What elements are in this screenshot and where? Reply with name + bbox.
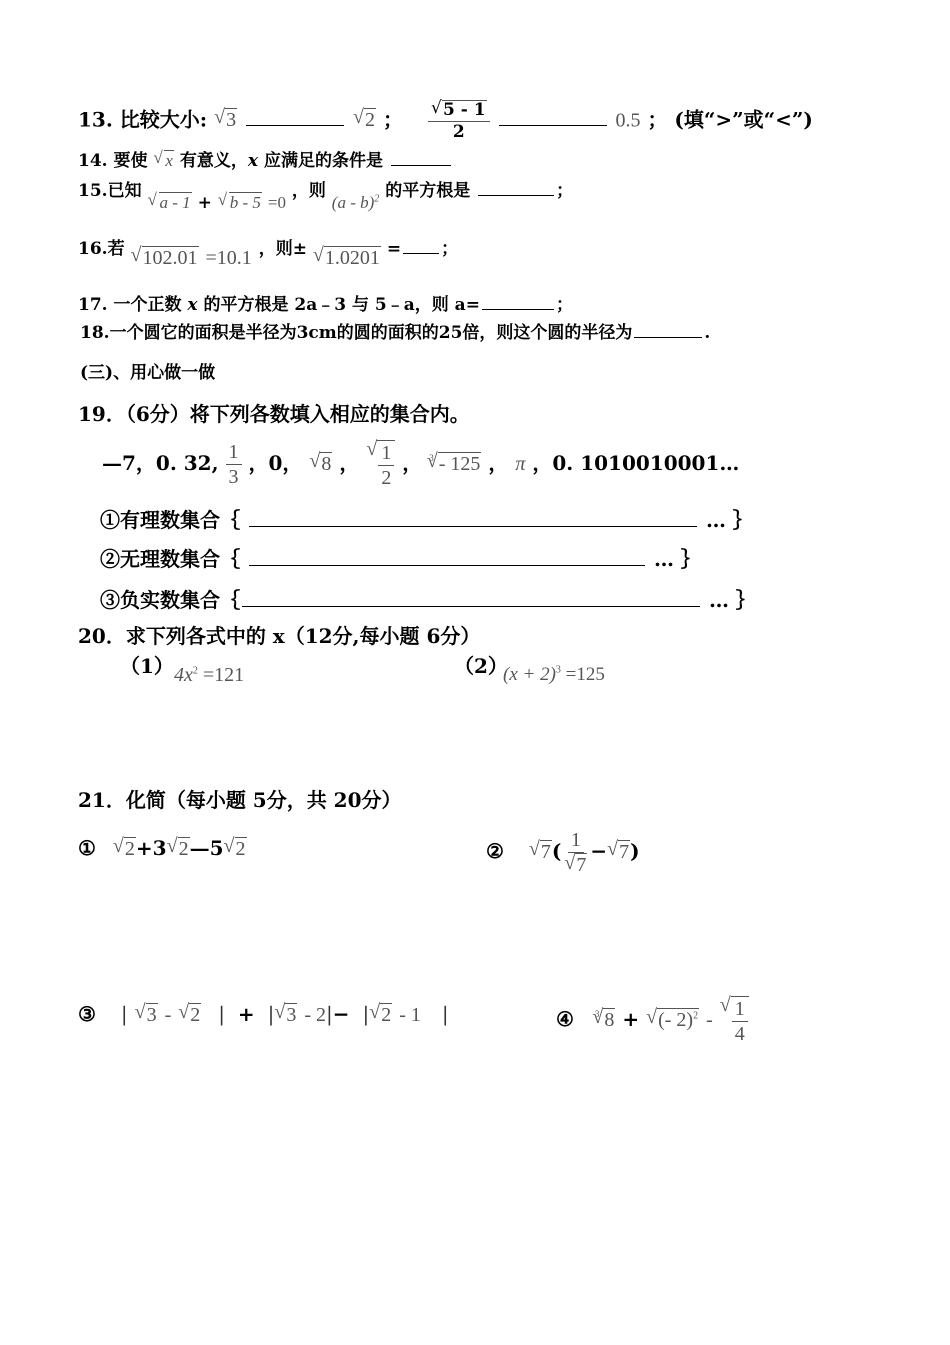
cbrt-minus-125: $^3$√ - 125 [429,453,481,475]
question-19-numbers: —7，0. 32, $\frac{1}{3}$ ，0， √ 8 ， √ $\frac{1}{2}$ ， $^3$√ - 125 ， π ，0. 1010010001… [102,440,739,490]
question-21-title: 21．化简（每小题 5分，共 20分） [78,788,402,812]
question-17: 17. 一个正数 x 的平方根是 2a﹣3 与 5﹣a，则 a= ； [78,295,573,315]
q13-blank-1[interactable] [246,124,344,126]
equation-x-plus-2-cubed: $(x + 2)^3 =125$ [503,664,605,685]
sqrt-b-minus-5: √ b - 5 [218,192,262,213]
q13-label: 13. 比较大小: [78,107,208,132]
question-15: 15.已知 √ a - 1 + √ b - 5 =0 ，则 (a - b)$^2$ 的平方根是 ； [78,176,573,201]
set-irrational-blank[interactable] [249,564,645,566]
sqrt-2: √ 2 [353,108,376,132]
sqrt-8: √ 8 [309,452,332,476]
set-negative-real: ③负实数集合｛ … ｝ [100,588,756,612]
fraction-sqrt5-minus1-over-2: √ $\frac{5 - 1}{2}$ [428,100,490,142]
q14-blank[interactable] [391,164,451,166]
pi-symbol: π [515,453,526,476]
sqrt-a-minus-1: √ a - 1 [148,192,192,213]
question-18: 18.一个圆它的面积是半径为3cm的圆的面积的25倍，则这个圆的半径为 . [80,323,711,343]
q15-blank[interactable] [478,194,554,196]
fraction-1-3: $\frac{1}{3}$ [226,440,242,489]
q16-blank[interactable] [403,252,439,254]
section-3-heading: (三)、用心做一做 [80,363,216,383]
q21-item-1: ① √ 2+3√ 2—5√ 2 [78,836,247,861]
q21-item-3: ③ | √ 3 - √ 2 | + |√ 3 - 2|− |√ 2 - 1 | [78,1002,449,1027]
sqrt-half: √ $\frac{1}{2}$ [366,440,395,490]
question-20-title: 20．求下列各式中的 x（12分,每小题 6分） [78,624,481,648]
q13-blank-2[interactable] [499,124,607,126]
set-negative-real-blank[interactable] [242,605,700,607]
expr-a-minus-b-squared: (a - b)$^2$ [331,193,380,212]
equation-4x2-eq-121: $4x^2 =121$ [174,664,245,686]
sqrt-1-0201: √ 1.0201 [313,246,381,270]
q21-item-4: ④ $^3$√ 8 + √ (- 2)$^2$ - √ $\frac{1}{4}$ [556,996,749,1046]
sqrt-x: √ x [153,150,174,171]
q21-item-2: ② √ 7( 1 √ 7 −√ 7) [486,828,640,877]
q20-part-2: （2） [454,654,508,678]
q13-hint: ； (填“>”或“<”) [647,107,813,132]
question-19-title: 19．（6分）将下列各数填入相应的集合内。 [78,402,470,426]
set-rational: ①有理数集合｛ … ｝ [100,508,753,532]
sqrt-3: √ 3 [214,108,237,132]
set-irrational: ②无理数集合｛ … ｝ [100,547,701,571]
q18-blank[interactable] [634,336,702,338]
q20-part-1: （1） [120,654,174,678]
question-14: 14. 要使 √ x 有意义，x 应满足的条件是 [78,146,453,171]
question-13: 13. 比较大小: √ 3 √ 2 ； √ $\frac{5 - 1}{2}$ 0.5 ； (填“>”或“<”) [78,100,813,142]
set-rational-blank[interactable] [249,525,697,527]
sqrt-102-01: √ 102.01 [131,246,199,270]
q17-blank[interactable] [482,308,554,310]
question-16: 16.若 √ 102.01 =10.1 ，则± √ 1.0201 = ； [78,234,458,260]
